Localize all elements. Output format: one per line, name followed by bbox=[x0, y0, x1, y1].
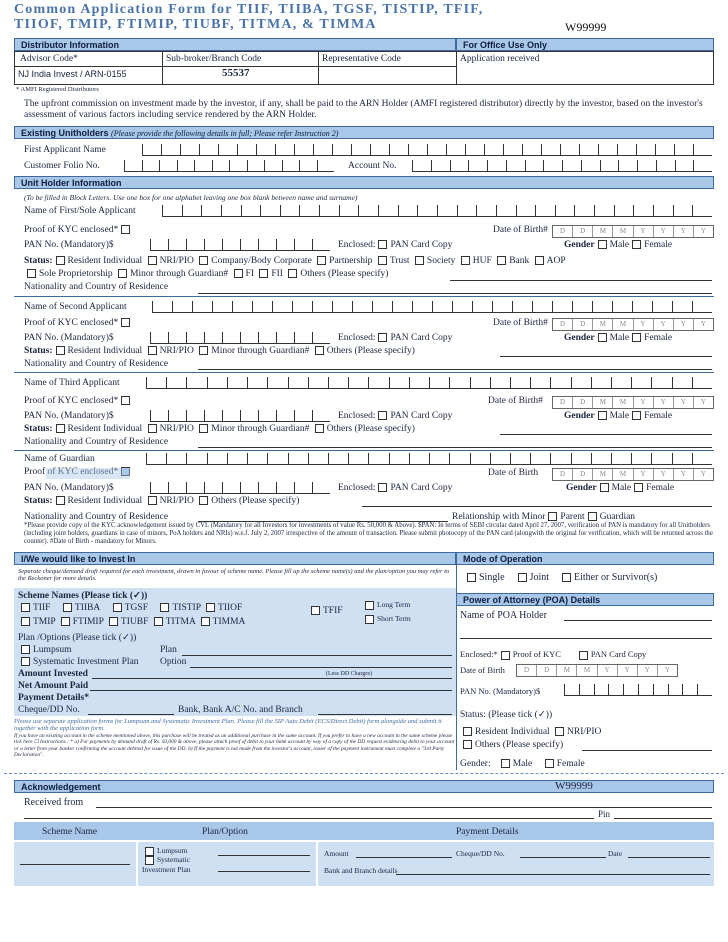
existing-account-note: If you have an existing account in the scheme mentioned above, this purchase will be treated as an additional purchase in the same account. If you prefer to have a new account in the same scheme please tick here ☐ Instructions : * a) For payments by demand draft of Rs. 50,000 & above, please attach proof of debit to your bank account by way of a copy of the DD request evidencing debit to your account or a letter from your banker confirming the account debited for issue of the DD. b) If the payment is not made from the investor's account, issuer of the payment instrument must complete a "3rd Party Declaration". bbox=[14, 733, 455, 759]
ack-date-input[interactable] bbox=[628, 857, 710, 858]
folio-input[interactable] bbox=[124, 160, 334, 172]
folio-label: Customer Folio No. bbox=[24, 161, 100, 171]
pan-3-input[interactable] bbox=[150, 410, 330, 422]
sip-form-note: Please use separate application forms for Lumpsum and Systematic Investment Plan. Please fill the SIP Auto Debit (ECS/Direct Debit) form alongside and submit it together with the application form. bbox=[14, 718, 442, 732]
pan-copy-guardian[interactable]: Enclosed: PAN Card Copy bbox=[338, 483, 453, 493]
bank-input[interactable] bbox=[318, 714, 452, 715]
option-input[interactable] bbox=[190, 667, 452, 668]
app-received-label: Application received bbox=[460, 54, 540, 64]
ack-date-label: Date bbox=[608, 849, 623, 858]
ack-plan-input-1[interactable] bbox=[218, 855, 310, 856]
pan-3-label: PAN No. (Mandatory)$ bbox=[24, 411, 114, 421]
form-title: Common Application Form for TIIF, TIIBA, TGSF, TISTIP, TFIF, TIIOF, TMIP, FTIMIP, TIUBF, TITMA, & TIMMA bbox=[14, 2, 484, 32]
ack-bank-label: Bank and Branch details bbox=[324, 866, 398, 875]
status-1-row2[interactable]: Sole Proprietorship Minor through Guardian# FI FII Others (Please specify) bbox=[24, 269, 388, 279]
poa-status-label: Status: (Please tick (✓)) bbox=[460, 710, 553, 720]
advisor-code-label: Advisor Code* bbox=[20, 54, 78, 64]
office-heading: For Office Use Only bbox=[456, 38, 714, 51]
ack-bank-input[interactable] bbox=[396, 874, 710, 875]
poa-dob-input[interactable]: D D M M Y Y Y Y bbox=[516, 664, 678, 677]
ack-table-header bbox=[14, 822, 714, 840]
invest-heading: I/We would like to Invest In bbox=[14, 552, 456, 565]
existing-heading: Existing Unitholders (Please provide the following details in full; Please refer Instruction 2) bbox=[14, 126, 714, 139]
less-dd-note: (Less DD Charges) bbox=[326, 671, 373, 677]
cheque-dd-label: Cheque/DD No. bbox=[18, 705, 80, 715]
schemes-row1[interactable]: TIIF TIIBA TGSF TISTIP TIIOF bbox=[18, 603, 242, 613]
ack-scheme-name: Scheme Name bbox=[42, 827, 98, 837]
first-applicant-label: First Applicant Name bbox=[24, 145, 106, 155]
amount-invested-label: Amount Invested bbox=[18, 669, 88, 679]
option-label: Option bbox=[160, 657, 187, 667]
scheme-names-label: Scheme Names (Please tick (✓)) bbox=[18, 591, 148, 601]
advisor-code-input[interactable]: NJ India Invest / ARN-0155 bbox=[18, 69, 127, 79]
poa-enclosed[interactable]: Enclosed:* Proof of KYC PAN Card Copy bbox=[460, 649, 647, 659]
tfif-option[interactable]: TFIF bbox=[308, 606, 343, 616]
guardian-name-label: Name of Guardian bbox=[24, 454, 95, 464]
plan-input[interactable] bbox=[182, 655, 452, 656]
kyc-guardian[interactable]: Proof of KYC enclosed* bbox=[24, 467, 133, 477]
ack-amount-input[interactable] bbox=[356, 857, 452, 858]
third-name-label: Name of Third Applicant bbox=[24, 378, 120, 388]
dob-1-label: Date of Birth# bbox=[493, 225, 548, 235]
tear-line bbox=[4, 773, 724, 774]
schemes-row2[interactable]: TMIP FTIMIP TIUBF TITMA TIMMA bbox=[18, 617, 245, 627]
kyc-3[interactable]: Proof of KYC enclosed* bbox=[24, 396, 133, 406]
ack-lumpsum[interactable]: Lumpsum bbox=[142, 846, 187, 856]
sip-option[interactable]: Systematic Investment Plan bbox=[18, 657, 139, 667]
pan-copy-2[interactable]: Enclosed: PAN Card Copy bbox=[338, 333, 453, 343]
pan-guardian-label: PAN No. (Mandatory)$ bbox=[24, 483, 114, 493]
nationality-2-label: Nationality and Country of Residence bbox=[24, 359, 169, 369]
pan-1-label: PAN No. (Mandatory)$ bbox=[24, 240, 114, 250]
relationship-minor[interactable]: Relationship with Minor Parent Guardian bbox=[452, 512, 636, 522]
nationality-3-input[interactable] bbox=[198, 447, 712, 448]
ack-plan-option: Plan/Option bbox=[202, 827, 248, 837]
dob-3-input[interactable]: D D M M Y Y Y Y bbox=[552, 396, 714, 409]
kyc-1[interactable]: Proof of KYC enclosed* bbox=[24, 225, 133, 235]
received-from-input[interactable] bbox=[96, 807, 712, 808]
dob-1-input[interactable]: D D M M Y Y Y Y bbox=[552, 225, 714, 238]
ack-cheque-input[interactable] bbox=[520, 857, 606, 858]
nationality-1-input[interactable] bbox=[198, 293, 712, 294]
gender-1[interactable]: Gender Male Female bbox=[564, 240, 673, 250]
gender-guardian[interactable]: Gender Male Female bbox=[566, 483, 675, 493]
gender-2[interactable]: Gender Male Female bbox=[564, 333, 673, 343]
dob-guardian-label: Date of Birth bbox=[488, 468, 539, 478]
net-amount-input[interactable] bbox=[90, 690, 452, 691]
dob-3-label: Date of Birth# bbox=[488, 396, 543, 406]
first-applicant-input[interactable] bbox=[142, 144, 712, 156]
amfi-note: * AMFI Registered Distributors bbox=[16, 86, 99, 93]
ack-payment-details: Payment Details bbox=[456, 827, 519, 837]
pan-guardian-input[interactable] bbox=[150, 482, 330, 494]
gender-3[interactable]: Gender Male Female bbox=[564, 411, 673, 421]
mode-options[interactable]: Single Joint Either or Survivor(s) bbox=[464, 572, 657, 583]
dob-2-label: Date of Birth# bbox=[493, 318, 548, 328]
short-term-option[interactable]: Short Term bbox=[362, 614, 411, 624]
form-number: W99999 bbox=[565, 20, 607, 34]
status-2[interactable]: Status: Resident Individual NRI/PIO Minor through Guardian# Others (Please specify) bbox=[24, 346, 415, 356]
bank-label: Bank, Bank A/C No. and Branch bbox=[178, 705, 303, 715]
guardian-name-input[interactable] bbox=[146, 453, 712, 465]
kyc-pan-footnote: *Please provide copy of the KYC acknowledgement issued by CVL (Mandatory for all Investors for investments of value Rs. 50,000 & Above). $PAN: In terms of SEBI circular dated April 27, 2007, verification of PAN is mandatory for all Unitholders (including joint holders, guardians in case of minors, PoA holders and NRIs) w.e.f. July 2, 2007 irrespective of the amount of transaction. Please submit photocopy of the PAN card (alongwith the original for verification, which will be returned across the counter). #Date of Birth - mandatory for Minors. bbox=[24, 522, 713, 545]
dob-2-input[interactable]: D D M M Y Y Y Y bbox=[552, 318, 714, 331]
mode-heading: Mode of Operation bbox=[456, 552, 714, 565]
poa-pan-label: PAN No. (Mandatory)$ bbox=[460, 686, 541, 696]
payment-details-label: Payment Details* bbox=[18, 693, 89, 703]
text-selection-highlight bbox=[46, 468, 130, 479]
ack-heading: Acknowledgement bbox=[14, 780, 714, 793]
nationality-3-label: Nationality and Country of Residence bbox=[24, 437, 169, 447]
pan-2-input[interactable] bbox=[150, 332, 330, 344]
poa-heading: Power of Attorney (POA) Details bbox=[456, 593, 714, 606]
nationality-1-label: Nationality and Country of Residence bbox=[24, 282, 169, 292]
second-name-input[interactable] bbox=[152, 301, 712, 313]
block-letters-note: (To be filled in Block Letters. Use one box for one alphabet leaving one box blank between name and surname) bbox=[24, 193, 358, 202]
ack-form-number: W99999 bbox=[555, 780, 593, 792]
dob-guardian-input[interactable]: D D M M Y Y Y Y bbox=[552, 468, 714, 481]
kyc-2[interactable]: Proof of KYC enclosed* bbox=[24, 318, 133, 328]
invest-note: Separate cheque/demand draft required for each investment, drawn in favour of scheme name. Please fill up the scheme name(s) and the plan/option you may refer to the Reckoner for more details. bbox=[18, 568, 450, 582]
poa-name-label: Name of POA Holder bbox=[460, 610, 547, 621]
first-sole-name-label: Name of First/Sole Applicant bbox=[24, 206, 136, 216]
status-1-row1[interactable]: Status: Resident Individual NRI/PIO Company/Body Corporate Partnership Trust Society HUF Bank AOP bbox=[24, 256, 566, 266]
subbroker-label: Sub-broker/Branch Code bbox=[166, 54, 262, 64]
poa-name-input[interactable] bbox=[564, 620, 712, 621]
poa-status-row1[interactable]: Resident Individual NRI/PIO bbox=[460, 727, 601, 737]
status-guardian[interactable]: Status: Resident Individual NRI/PIO Others (Please specify) bbox=[24, 496, 300, 506]
pin-label: Pin bbox=[598, 809, 611, 819]
pin-input[interactable] bbox=[614, 818, 712, 819]
distributor-heading: Distributor Information bbox=[14, 38, 456, 51]
pan-copy-3[interactable]: Enclosed: PAN Card Copy bbox=[338, 411, 453, 421]
ack-sip[interactable]: Systematic Investment Plan bbox=[142, 855, 191, 874]
ack-amount-label: Amount bbox=[324, 849, 349, 858]
status-3[interactable]: Status: Resident Individual NRI/PIO Minor through Guardian# Others (Please specify) bbox=[24, 424, 415, 434]
pan-2-label: PAN No. (Mandatory)$ bbox=[24, 333, 114, 343]
ack-cheque-label: Cheque/DD No. bbox=[456, 849, 505, 858]
net-amount-label: Net Amount Paid bbox=[18, 681, 89, 691]
pan-copy-1[interactable]: Enclosed: PAN Card Copy bbox=[338, 240, 453, 250]
poa-dob-label: Date of Birth bbox=[460, 665, 505, 675]
poa-gender[interactable]: Gender: Male Female bbox=[460, 759, 585, 769]
nationality-2-input[interactable] bbox=[198, 369, 712, 370]
pan-1-input[interactable] bbox=[150, 239, 330, 251]
commission-text: The upfront commission on investment made by the investor, if any, shall be paid to the ARN Holder (AMFI registered distributor) directly by the investor, based on the investor's assessment of various factors including service rendered by the ARN Holder. bbox=[24, 99, 703, 120]
long-term-option[interactable]: Long Term bbox=[362, 600, 410, 610]
second-name-label: Name of Second Applicant bbox=[24, 302, 127, 312]
existing-note: (Please provide the following details in full; Please refer Instruction 2) bbox=[111, 129, 339, 138]
cheque-dd-input[interactable] bbox=[88, 714, 174, 715]
first-sole-name-input[interactable] bbox=[162, 205, 712, 217]
poa-pan-input[interactable] bbox=[564, 684, 712, 696]
subbroker-code-input[interactable]: 55537 bbox=[222, 67, 250, 79]
plan-options-label: Plan /Options (Please tick (✓)) bbox=[18, 633, 137, 643]
ack-plan-input-2[interactable] bbox=[218, 871, 310, 872]
rep-code-label: Representative Code bbox=[322, 54, 401, 64]
plan-label: Plan bbox=[160, 645, 177, 655]
ack-scheme-input[interactable] bbox=[20, 864, 130, 865]
account-label: Account No. bbox=[348, 161, 397, 171]
received-from-label: Received from bbox=[24, 797, 84, 808]
lumpsum-option[interactable]: Lumpsum bbox=[18, 645, 72, 655]
account-input[interactable] bbox=[412, 160, 712, 172]
nationality-guardian-label: Nationality and Country of Residence bbox=[24, 512, 169, 522]
poa-status-others[interactable]: Others (Please specify) bbox=[460, 740, 563, 750]
amount-invested-input[interactable] bbox=[92, 678, 452, 679]
third-name-input[interactable] bbox=[146, 377, 712, 389]
unit-holder-heading: Unit Holder Information bbox=[14, 176, 714, 189]
poa-others-input[interactable] bbox=[582, 750, 712, 751]
